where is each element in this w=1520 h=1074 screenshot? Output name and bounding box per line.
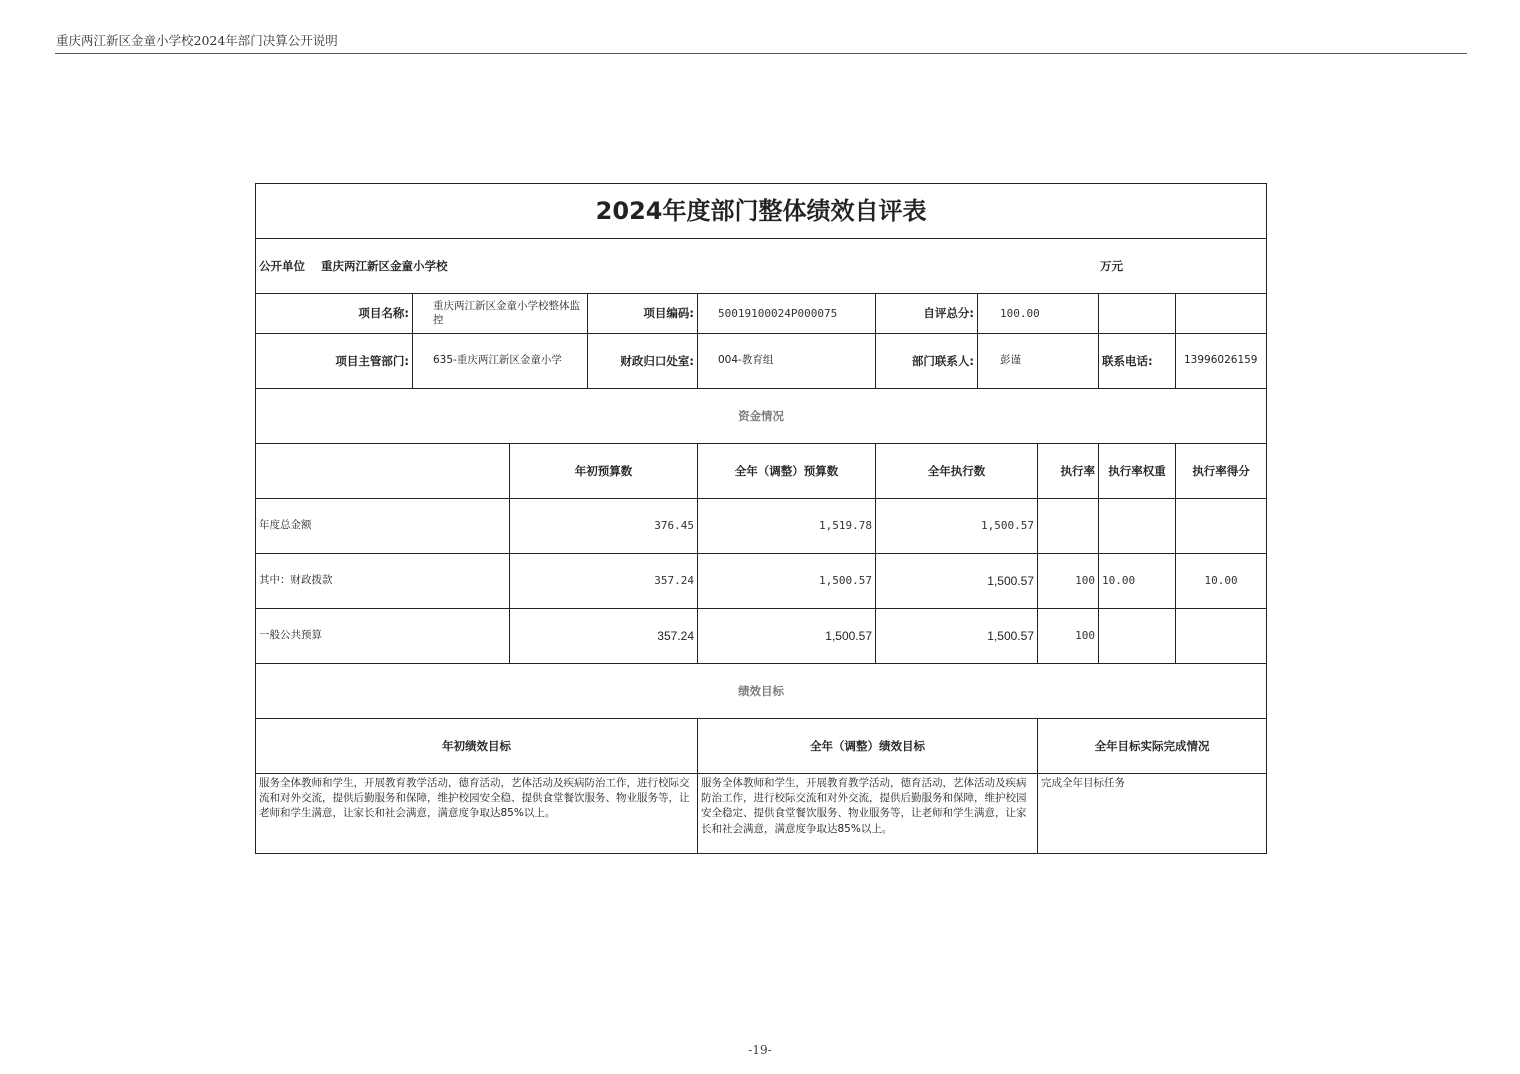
funds-header-score: 执行率得分 [1176,444,1267,499]
funds-row-initial: 376.45 [510,499,698,554]
page-header-title: 重庆两江新区金童小学校2024年部门决算公开说明 [56,33,338,48]
goal-actual-text: 完成全年目标任务 [1038,774,1267,854]
empty-cell [1099,294,1176,334]
goals-header-actual: 全年目标实际完成情况 [1038,719,1267,774]
goal-adjusted-text: 服务全体教师和学生，开展教育教学活动，德育活动，艺体活动及疾病防治工作，进行校际交流和对外交流，提供后勤服务和保障，维护校园安全稳定、提供食堂餐饮服务、物业服务等，让老师和学生满意，让家长和社会满意，满意度争取达85%以上。 [698,774,1038,854]
score-value: 100.00 [978,294,1099,334]
funds-row-score [1176,609,1267,664]
score-label: 自评总分: [876,294,978,334]
contact-value: 彭谨 [978,334,1099,389]
unit-label: 公开单位 [259,258,305,273]
funds-row-adjusted: 1,500.57 [698,554,876,609]
page-number: -19- [748,1043,772,1057]
funds-row-executed: 1,500.57 [876,554,1038,609]
funds-row-initial: 357.24 [510,554,698,609]
goals-header-adjusted: 全年（调整）绩效目标 [698,719,1038,774]
funds-header-adjusted: 全年（调整）预算数 [698,444,876,499]
unit-row [256,239,1267,294]
funds-row-adjusted: 1,519.78 [698,499,876,554]
dept-label: 项目主管部门: [256,334,413,389]
table-row [256,554,1267,609]
funds-row-label: 年度总金额 [256,499,510,554]
phone-label: 联系电话: [1099,334,1176,389]
goal-initial-text: 服务全体教师和学生，开展教育教学活动，德育活动，艺体活动及疾病防治工作，进行校际交流和对外交流，提供后勤服务和保障，维护校园安全稳、提供食堂餐饮服务、物业服务等，让老师和学生满意，让家长和社会满意，满意度争取达85%以上。 [256,774,698,854]
funds-header-rate: 执行率 [1038,444,1099,499]
funds-row-weight [1099,609,1176,664]
funds-row-initial: 357.24 [510,609,698,664]
funds-section-heading: 资金情况 [256,389,1267,444]
funds-row-rate: 100 [1038,609,1099,664]
funds-row-rate: 100 [1038,554,1099,609]
funds-row-score [1176,499,1267,554]
funds-header-blank [256,444,510,499]
form-title: 2024年度部门整体绩效自评表 [256,184,1267,239]
header-divider [55,53,1467,54]
funds-row-weight: 10.00 [1099,554,1176,609]
finance-value: 004-教育组 [698,334,876,389]
performance-evaluation-table [255,183,1267,854]
project-code-value: 50019100024P000075 [698,294,876,334]
funds-row-executed: 1,500.57 [876,609,1038,664]
funds-header-executed: 全年执行数 [876,444,1038,499]
funds-row-adjusted: 1,500.57 [698,609,876,664]
goals-section-heading: 绩效目标 [256,664,1267,719]
goals-header-initial: 年初绩效目标 [256,719,698,774]
funds-header-initial: 年初预算数 [510,444,698,499]
finance-label: 财政归口处室: [588,334,698,389]
funds-row-label: 其中：财政拨款 [256,554,510,609]
currency-unit: 万元 [1100,258,1123,273]
unit-name: 重庆两江新区金童小学校 [321,258,448,273]
contact-label: 部门联系人: [876,334,978,389]
funds-row-label: 一般公共预算 [256,609,510,664]
project-code-label: 项目编码: [588,294,698,334]
funds-row-weight [1099,499,1176,554]
funds-row-score: 10.00 [1176,554,1267,609]
funds-row-rate [1038,499,1099,554]
project-name-label: 项目名称: [256,294,413,334]
project-name-value: 重庆两江新区金童小学校整体监控 [413,294,588,334]
table-row [256,609,1267,664]
funds-row-executed: 1,500.57 [876,499,1038,554]
funds-header-weight: 执行率权重 [1099,444,1176,499]
table-row [256,499,1267,554]
phone-value: 13996026159 [1176,334,1267,389]
dept-value: 635-重庆两江新区金童小学 [413,334,588,389]
empty-cell [1176,294,1267,334]
